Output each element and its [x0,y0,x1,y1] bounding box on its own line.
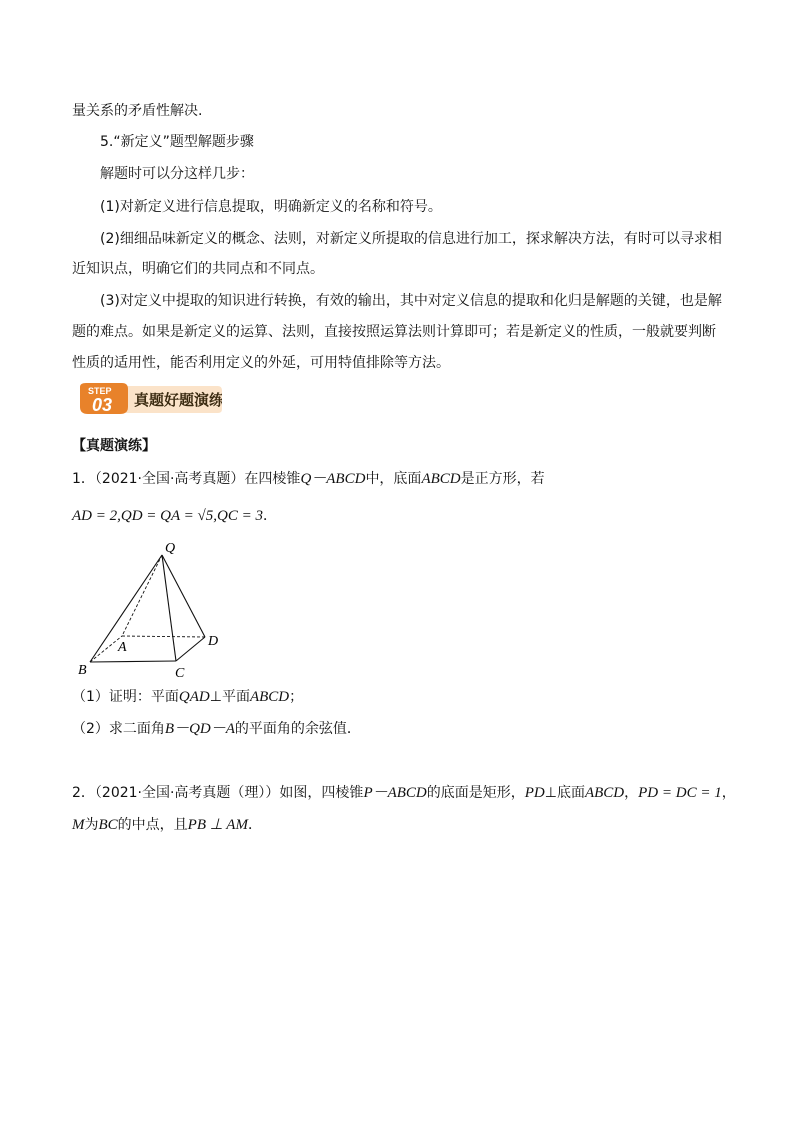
label-b: B [78,663,87,678]
body-line-5a: (2)细细品味新定义的概念、法则，对新定义所提取的信息进行加工，探求解决方法，有时可以寻求相 [100,231,722,247]
label-c: C [175,666,185,680]
edge-ad-hidden [122,636,205,637]
label-q: Q [165,541,176,556]
pyramid-figure [74,538,234,680]
body-line-2: 5.“新定义”题型解题步骤 [100,134,254,150]
step-number: 03 [92,395,113,414]
label-d: D [208,634,219,649]
label-a: A [118,640,127,655]
body-line-3: 解题时可以分这样几步： [100,166,254,182]
edge-cd [176,637,205,661]
edge-qa-hidden [122,555,162,636]
q2-stem-line1: 2．（2021·全国·高考真题（理））如图，四棱锥P－ABCD的底面是矩形，PD⊥底面ABCD，PD = DC = 1， [72,785,736,801]
q2-stem-line2: M为BC的中点，且PB ⊥ AM． [72,817,262,833]
body-line-6c: 性质的适用性，能否利用定义的外延，可用特值排除等方法。 [72,355,450,371]
edge-qc [162,555,176,661]
body-line-1: 量关系的矛盾性解决. [72,103,203,119]
body-line-5b: 近知识点，明确它们的共同点和不同点。 [72,261,324,277]
body-line-6b: 题的难点。如果是新定义的运算、法则，直接按照运算法则计算即可；若是新定义的性质，一般就要判断 [72,324,716,340]
edge-qd [162,555,205,637]
section-title: 【真题演练】 [72,438,156,454]
body-line-6a: (3)对定义中提取的知识进行转换，有效的输出，其中对定义信息的提取和化归是解题的关键，也是解 [100,293,722,309]
q1-part2: （2）求二面角B－QD－A的平面角的余弦值． [72,721,361,737]
body-line-4: (1)对新定义进行信息提取，明确新定义的名称和符号。 [100,199,442,215]
q1-part1: （1）证明：平面QAD⊥平面ABCD； [72,689,304,705]
edge-bc [90,661,176,662]
step-title: 真题好题演练 [134,391,222,409]
q1-stem: 1．（2021·全国·高考真题）在四棱锥Q－ABCD中，底面ABCD是正方形，若 [72,471,545,487]
q1-condition: AD = 2,QD = QA = √5,QC = 3． [72,508,277,524]
step-tag: STEP [88,386,112,396]
step-badge [78,383,222,414]
